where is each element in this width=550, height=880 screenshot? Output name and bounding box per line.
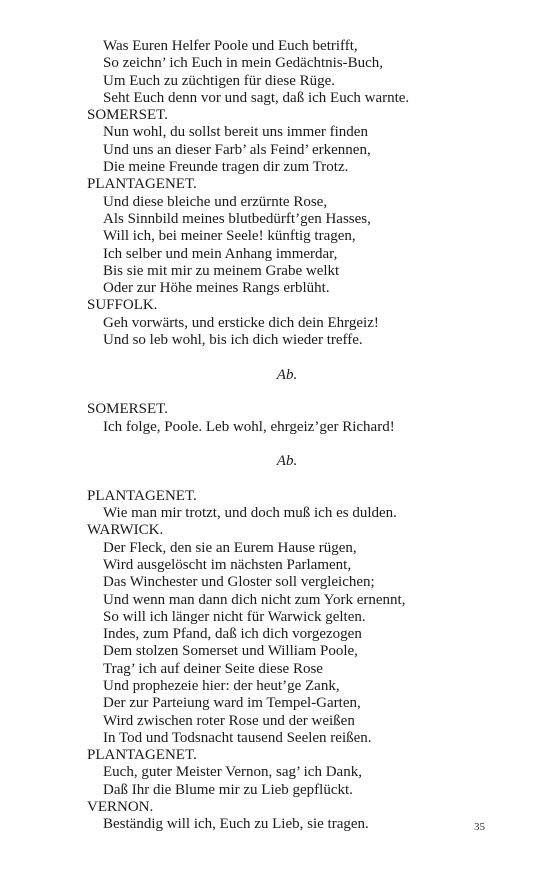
- blank-line: [87, 349, 507, 366]
- speaker-name: PLANTAGENET.: [87, 747, 197, 764]
- verse-line: Will ich, bei meiner Seele! künftig tragen,: [103, 228, 356, 245]
- verse-line: Euch, guter Meister Vernon, sag’ ich Dank,: [103, 764, 362, 781]
- verse-line: So will ich länger nicht für Warwick gelten.: [103, 608, 366, 625]
- verse-line: Als Sinnbild meines blutbedürft’gen Hasses,: [103, 210, 371, 227]
- verse-line: Ich selber und mein Anhang immerdar,: [103, 245, 338, 262]
- verse-line: Wie man mir trotzt, und doch muß ich es dulden.: [103, 505, 397, 522]
- verse-line: Und uns an dieser Farb’ als Feind’ erkennen,: [103, 141, 371, 158]
- verse-line: In Tod und Todsnacht tausend Seelen reißen.: [103, 729, 372, 746]
- speaker-name: SUFFOLK.: [87, 297, 158, 314]
- verse-line: Die meine Freunde tragen dir zum Trotz.: [103, 159, 349, 176]
- verse-line: Seht Euch denn vor und sagt, daß ich Euch warnte.: [103, 89, 410, 106]
- verse-line: Bis sie mit mir zu meinem Grabe welkt: [103, 262, 340, 279]
- stage-direction: Ab.: [276, 366, 298, 383]
- verse-line: Und prophezeie hier: der heut’ge Zank,: [103, 677, 340, 694]
- verse-line: Indes, zum Pfand, daß ich dich vorgezogen: [103, 626, 362, 643]
- page-number: 35: [474, 821, 485, 833]
- play-text: [87, 38, 507, 834]
- verse-line: Nun wohl, du sollst bereit uns immer finden: [103, 124, 368, 141]
- verse-line: Geh vorwärts, und ersticke dich dein Ehrgeiz!: [103, 314, 379, 331]
- verse-line: Der Fleck, den sie an Eurem Hause rügen,: [103, 539, 357, 556]
- speaker-name: SOMERSET.: [87, 107, 168, 124]
- verse-line: Oder zur Höhe meines Rangs erblüht.: [103, 280, 330, 297]
- speaker-name: PLANTAGENET.: [87, 487, 197, 504]
- blank-line: [87, 436, 507, 453]
- verse-line: Wird ausgelöscht im nächsten Parlament,: [103, 556, 352, 573]
- verse-line: So zeichn’ ich Euch in mein Gedächtnis-Buch,: [103, 55, 384, 72]
- verse-line: Beständig will ich, Euch zu Lieb, sie tragen.: [103, 816, 369, 833]
- blank-line: [87, 384, 507, 401]
- blank-line: [87, 470, 507, 487]
- verse-line: Und so leb wohl, bis ich dich wieder treffe.: [103, 332, 363, 349]
- speaker-name: WARWICK.: [87, 522, 164, 539]
- speaker-name: SOMERSET.: [87, 401, 168, 418]
- verse-line: Daß Ihr die Blume mir zu Lieb gepflückt.: [103, 781, 353, 798]
- stage-direction: Ab.: [276, 453, 298, 470]
- speaker-name: PLANTAGENET.: [87, 176, 197, 193]
- verse-line: Und diese bleiche und erzürnte Rose,: [103, 193, 328, 210]
- verse-line: Ich folge, Poole. Leb wohl, ehrgeiz’ger Richard!: [103, 418, 395, 435]
- verse-line: Wird zwischen roter Rose und der weißen: [103, 712, 355, 729]
- speaker-name: VERNON.: [87, 799, 154, 816]
- verse-line: Was Euren Helfer Poole und Euch betrifft,: [103, 38, 358, 54]
- verse-line: Dem stolzen Somerset und William Poole,: [103, 643, 358, 660]
- verse-line: Trag’ ich auf deiner Seite diese Rose: [103, 660, 323, 677]
- verse-line: Der zur Parteiung ward im Tempel-Garten,: [103, 695, 361, 712]
- verse-line: Um Euch zu züchtigen für diese Rüge.: [103, 72, 336, 89]
- verse-line: Das Winchester und Gloster soll vergleichen;: [103, 574, 375, 591]
- verse-line: Und wenn man dann dich nicht zum York ernennt,: [103, 591, 406, 608]
